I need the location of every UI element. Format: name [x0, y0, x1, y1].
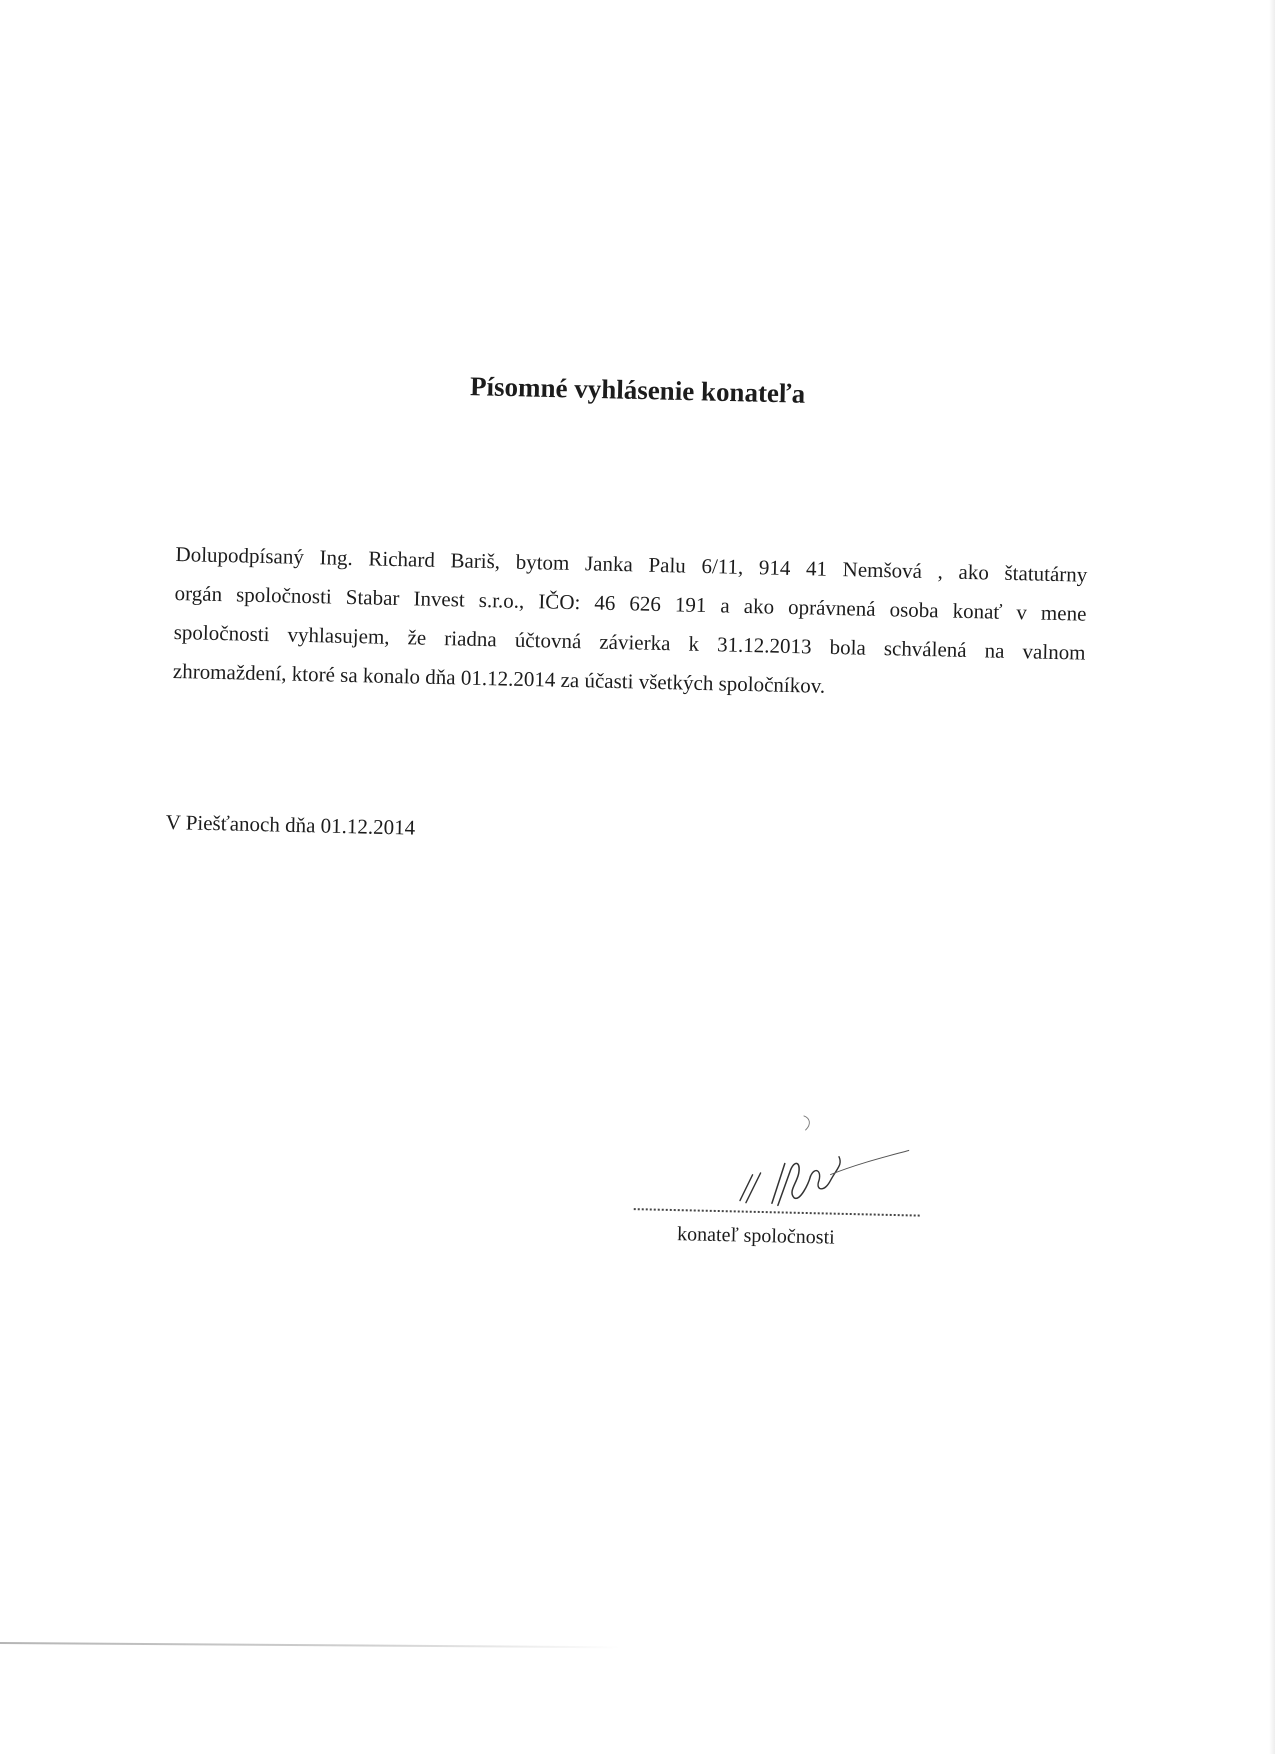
declaration-line-3: spoločnosti vyhlasujem, že riadna účtovná závierka k 31.12.2013 bola schválená na valnom: [173, 619, 1086, 665]
document-title: Písomné vyhlásenie konateľa: [469, 371, 806, 409]
declaration-line-2: orgán spoločnosti Stabar Invest s.r.o., IČO: 46 626 191 a ako oprávnená osoba konať v mene: [174, 580, 1087, 626]
place-and-date: V Piešťanoch dňa 01.12.2014: [165, 810, 416, 840]
declaration-paragraph: [172, 535, 1087, 712]
signature-block: [627, 1110, 930, 1267]
signature-label: konateľ spoločnosti: [676, 1223, 835, 1249]
declaration-line-4: zhromaždení, ktoré sa konalo dňa 01.12.2014 za účasti všetkých spoločníkov.: [172, 658, 826, 698]
handwritten-signature: [738, 1112, 910, 1216]
scan-artifact-line: [0, 1642, 620, 1648]
declaration-line-1: Dolupodpísaný Ing. Richard Bariš, bytom Janka Palu 6/11, 914 41 Nemšová , ako štatutárny: [175, 541, 1088, 587]
scan-edge: [1269, 0, 1275, 1754]
